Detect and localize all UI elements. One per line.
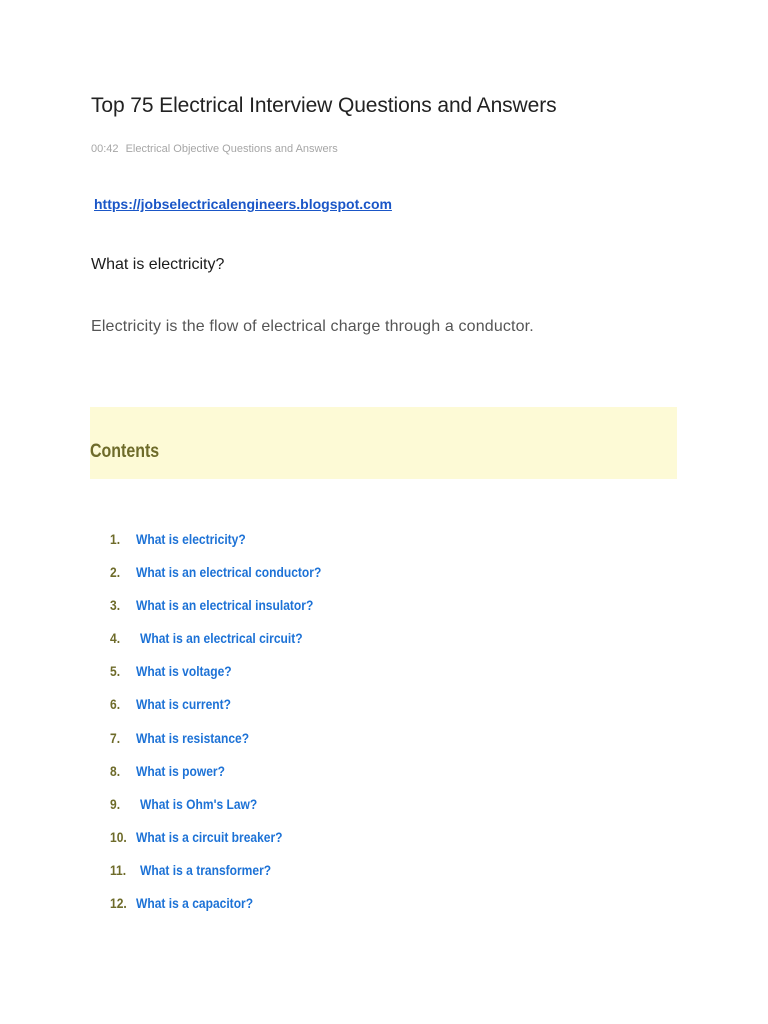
table-of-contents bbox=[90, 407, 677, 479]
toc-item-link[interactable]: What is a circuit breaker? bbox=[136, 828, 283, 845]
toc-item-link[interactable]: What is a capacitor? bbox=[136, 895, 254, 912]
toc-title: Contents bbox=[90, 441, 160, 462]
toc-item bbox=[110, 761, 225, 794]
toc-item-link[interactable]: What is power? bbox=[136, 762, 225, 779]
toc-item-link[interactable]: What is an electrical conductor? bbox=[136, 564, 322, 581]
toc-item-link[interactable]: What is Ohm's Law? bbox=[140, 795, 258, 812]
post-time: 00:42 bbox=[91, 143, 119, 155]
toc-list bbox=[110, 529, 322, 926]
toc-item-link[interactable]: What is an electrical insulator? bbox=[136, 597, 314, 614]
toc-item-number: 2. bbox=[110, 564, 121, 581]
toc-item-link[interactable]: What is voltage? bbox=[136, 663, 232, 680]
toc-item bbox=[110, 728, 250, 761]
toc-item bbox=[110, 694, 232, 727]
toc-item bbox=[110, 562, 322, 595]
toc-item bbox=[110, 529, 246, 562]
toc-item bbox=[110, 860, 272, 893]
toc-item-number: 5. bbox=[110, 663, 121, 680]
toc-item-number: 12. bbox=[110, 895, 127, 912]
post-meta bbox=[91, 143, 338, 155]
toc-item-link[interactable]: What is current? bbox=[136, 696, 232, 713]
toc-item-number: 11. bbox=[110, 861, 127, 878]
toc-item bbox=[110, 827, 283, 860]
toc-item-number: 4. bbox=[110, 630, 121, 647]
answer-text: Electricity is the flow of electrical charge through a conductor. bbox=[91, 318, 534, 335]
toc-item bbox=[110, 794, 258, 827]
toc-item-link[interactable]: What is an electrical circuit? bbox=[140, 630, 303, 647]
toc-item-number: 9. bbox=[110, 795, 121, 812]
question-heading: What is electricity? bbox=[91, 256, 225, 273]
toc-item-number: 3. bbox=[110, 597, 121, 614]
source-link[interactable]: https://jobselectricalengineers.blogspot.com bbox=[94, 196, 392, 212]
toc-item bbox=[110, 628, 303, 661]
toc-item-number: 7. bbox=[110, 729, 121, 746]
post-category[interactable]: Electrical Objective Questions and Answers bbox=[125, 143, 338, 155]
toc-item-link[interactable]: What is resistance? bbox=[136, 729, 250, 746]
toc-item-link[interactable]: What is a transformer? bbox=[140, 861, 272, 878]
article-title: Top 75 Electrical Interview Questions and Answers bbox=[91, 94, 557, 117]
toc-item-number: 8. bbox=[110, 762, 121, 779]
toc-item-number: 6. bbox=[110, 696, 121, 713]
toc-item-number: 1. bbox=[110, 531, 121, 547]
toc-item bbox=[110, 661, 232, 694]
toc-item bbox=[110, 595, 314, 628]
toc-item bbox=[110, 893, 254, 926]
toc-item-link[interactable]: What is electricity? bbox=[136, 531, 246, 547]
toc-item-number: 10. bbox=[110, 828, 127, 845]
